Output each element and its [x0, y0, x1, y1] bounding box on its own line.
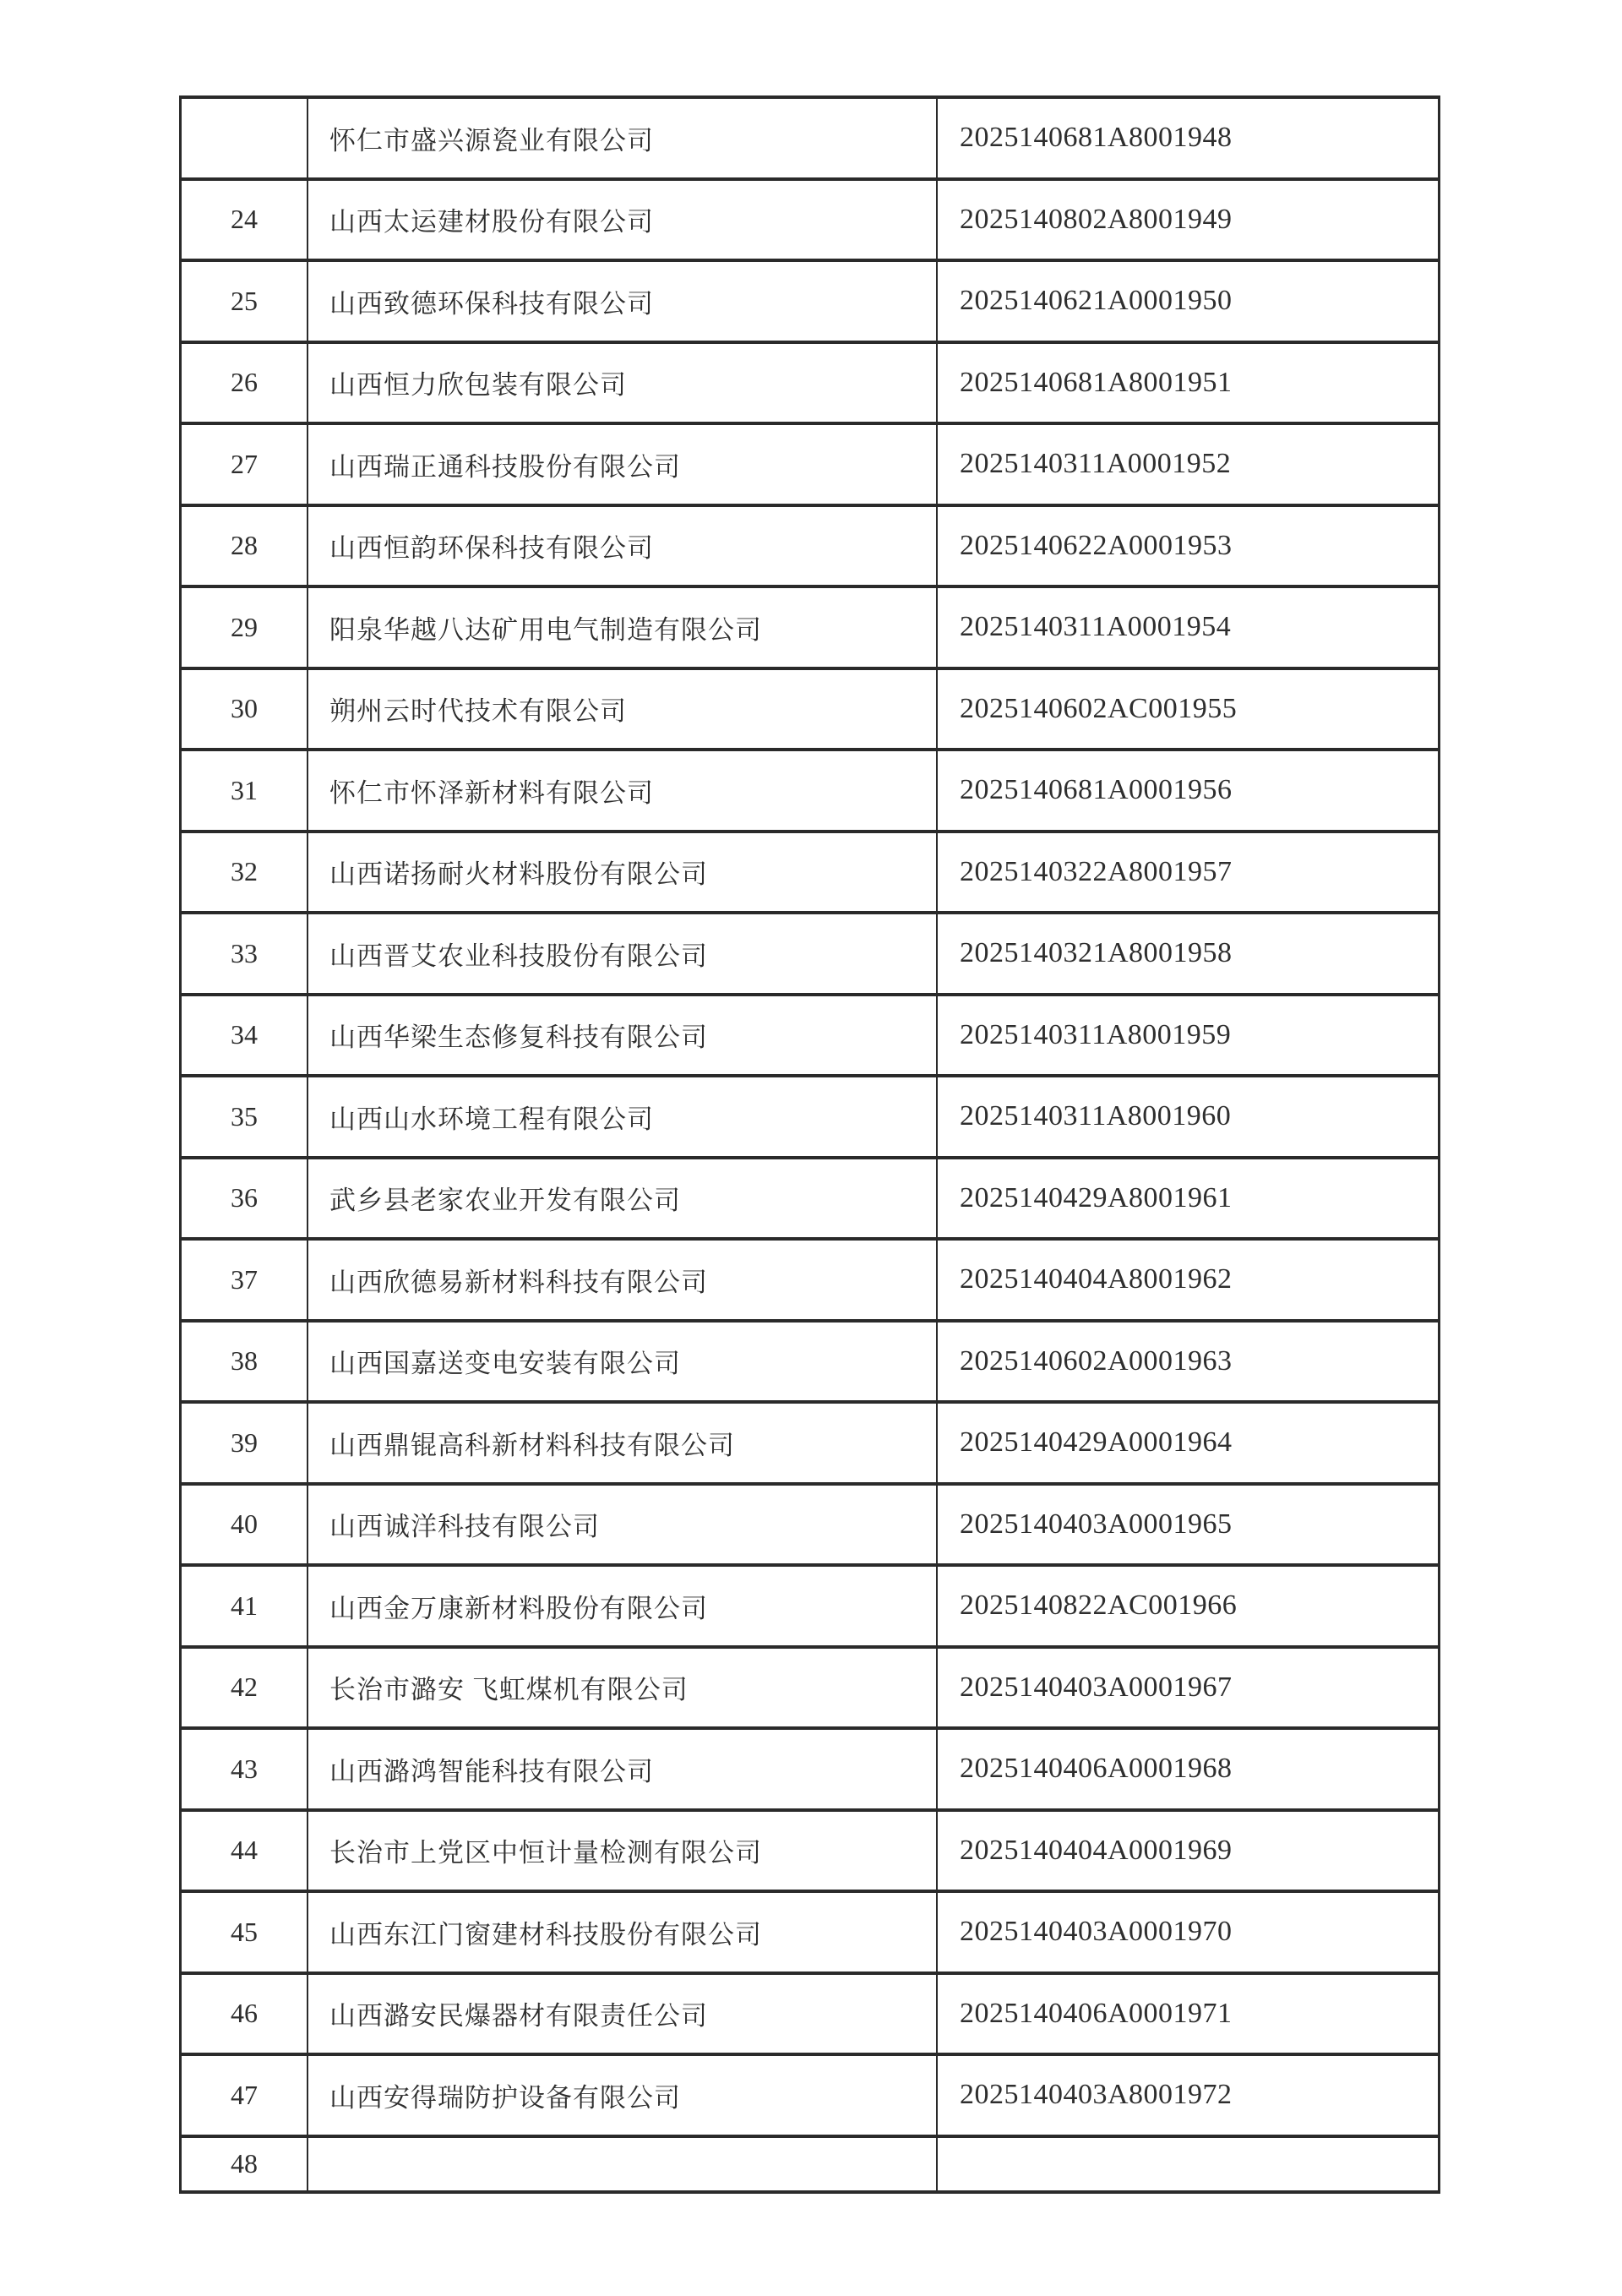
- company-name-cell: 山西诚洋科技有限公司: [308, 1486, 938, 1564]
- certificate-code-cell: 2025140406A0001968: [960, 1753, 1233, 1785]
- row-number-cell: 28: [182, 507, 308, 586]
- table-row: [182, 1812, 1438, 1894]
- table-row: [182, 1404, 1438, 1486]
- table-row: [182, 1567, 1438, 1649]
- table-row: [182, 262, 1438, 344]
- company-name-cell: 怀仁市怀泽新材料有限公司: [308, 751, 938, 830]
- table-row: [182, 1486, 1438, 1568]
- certificate-code-cell: 2025140802A8001949: [960, 203, 1233, 235]
- company-name-cell: 山西欣德易新材料科技有限公司: [308, 1241, 938, 1319]
- company-name-cell: 山西致德环保科技有限公司: [308, 262, 938, 341]
- row-number-cell: 41: [182, 1567, 308, 1645]
- row-number-cell: 43: [182, 1730, 308, 1808]
- certificate-code-cell: 2025140404A8001962: [960, 1263, 1233, 1295]
- company-name-cell: 朔州云时代技术有限公司: [308, 670, 938, 749]
- row-number-cell: 42: [182, 1649, 308, 1727]
- certificate-code-cell: 2025140403A0001967: [960, 1671, 1233, 1703]
- row-number-cell: 37: [182, 1241, 308, 1319]
- company-name-cell: 山西恒力欣包装有限公司: [308, 344, 938, 423]
- certificate-code-cell: 2025140403A0001970: [960, 1916, 1233, 1948]
- table-row: [182, 181, 1438, 263]
- certificate-code-cell: 2025140406A0001971: [960, 1997, 1233, 2029]
- company-name-cell: 山西安得瑞防护设备有限公司: [308, 2056, 938, 2135]
- table-row: [182, 1730, 1438, 1812]
- row-number-cell: [182, 99, 308, 177]
- company-name-cell: 怀仁市盛兴源瓷业有限公司: [308, 99, 938, 177]
- row-number-cell: 39: [182, 1404, 308, 1482]
- table-row: [182, 344, 1438, 426]
- table-row: [182, 2056, 1438, 2138]
- row-number-cell: 44: [182, 1812, 308, 1890]
- table-row: [182, 751, 1438, 833]
- company-name-cell: 武乡县老家农业开发有限公司: [308, 1159, 938, 1238]
- table-row: [182, 1893, 1438, 1975]
- certificate-code-cell: 2025140403A0001965: [960, 1508, 1233, 1540]
- table-row: [182, 425, 1438, 507]
- certificate-code-cell: 2025140621A0001950: [960, 285, 1233, 317]
- table-row: [182, 996, 1438, 1078]
- row-number-cell: 29: [182, 588, 308, 667]
- table-row: [182, 507, 1438, 589]
- table-row: [182, 1077, 1438, 1159]
- row-number-cell: 40: [182, 1486, 308, 1564]
- table-row: [182, 99, 1438, 181]
- row-number-cell: 38: [182, 1323, 308, 1401]
- certificate-code-cell: 2025140311A0001952: [960, 448, 1232, 480]
- company-name-cell: 山西山水环境工程有限公司: [308, 1077, 938, 1156]
- certificate-code-cell: 2025140322A8001957: [960, 855, 1233, 887]
- company-name-cell: 山西金万康新材料股份有限公司: [308, 1567, 938, 1645]
- certificate-code-cell: 2025140403A8001972: [960, 2079, 1233, 2111]
- certificate-code-cell: 2025140321A8001958: [960, 937, 1233, 969]
- row-number-cell: 35: [182, 1077, 308, 1156]
- row-number-cell: 48: [182, 2138, 308, 2190]
- row-number-cell: 46: [182, 1975, 308, 2053]
- certificate-code-cell: 2025140822AC001966: [960, 1590, 1238, 1622]
- row-number-cell: 32: [182, 833, 308, 912]
- company-name-cell: 山西晋艾农业科技股份有限公司: [308, 914, 938, 993]
- row-number-cell: 26: [182, 344, 308, 423]
- company-list-table: [179, 95, 1440, 2194]
- certificate-code-cell: 2025140602A0001963: [960, 1344, 1233, 1377]
- table-row: [182, 1649, 1438, 1731]
- company-name-cell: 山西诺扬耐火材料股份有限公司: [308, 833, 938, 912]
- table-row: [182, 2138, 1438, 2190]
- row-number-cell: 47: [182, 2056, 308, 2135]
- table-row: [182, 914, 1438, 996]
- company-name-cell: [308, 2138, 938, 2190]
- row-number-cell: 34: [182, 996, 308, 1075]
- certificate-code-cell: 2025140311A0001954: [960, 611, 1232, 643]
- row-number-cell: 30: [182, 670, 308, 749]
- company-name-cell: 山西潞鸿智能科技有限公司: [308, 1730, 938, 1808]
- table-row: [182, 1323, 1438, 1404]
- row-number-cell: 27: [182, 425, 308, 504]
- company-name-cell: 山西华梁生态修复科技有限公司: [308, 996, 938, 1075]
- row-number-cell: 33: [182, 914, 308, 993]
- row-number-cell: 24: [182, 181, 308, 259]
- company-name-cell: 山西潞安民爆器材有限责任公司: [308, 1975, 938, 2053]
- row-number-cell: 36: [182, 1159, 308, 1238]
- company-name-cell: 长治市潞安 飞虹煤机有限公司: [308, 1649, 938, 1727]
- certificate-code-cell: 2025140681A8001948: [960, 122, 1233, 154]
- row-number-cell: 45: [182, 1893, 308, 1972]
- table-row: [182, 1241, 1438, 1323]
- company-name-cell: 阳泉华越八达矿用电气制造有限公司: [308, 588, 938, 667]
- row-number-cell: 31: [182, 751, 308, 830]
- certificate-code-cell: 2025140681A8001951: [960, 366, 1233, 398]
- company-name-cell: 山西太运建材股份有限公司: [308, 181, 938, 259]
- certificate-code-cell: 2025140311A8001960: [960, 1100, 1232, 1132]
- row-number-cell: 25: [182, 262, 308, 341]
- certificate-code-cell: 2025140429A0001964: [960, 1426, 1233, 1459]
- company-name-cell: 长治市上党区中恒计量检测有限公司: [308, 1812, 938, 1890]
- table-row: [182, 1975, 1438, 2057]
- certificate-code-cell: 2025140311A8001959: [960, 1018, 1232, 1050]
- table-row: [182, 588, 1438, 670]
- certificate-code-cell: 2025140602AC001955: [960, 692, 1238, 724]
- company-name-cell: 山西鼎锟高科新材料科技有限公司: [308, 1404, 938, 1482]
- table-row: [182, 670, 1438, 752]
- table-row: [182, 1159, 1438, 1241]
- company-name-cell: 山西恒韵环保科技有限公司: [308, 507, 938, 586]
- certificate-code-cell: 2025140622A0001953: [960, 529, 1233, 561]
- certificate-code-cell: [938, 2138, 1438, 2190]
- certificate-code-cell: 2025140681A0001956: [960, 774, 1233, 806]
- company-name-cell: 山西国嘉送变电安装有限公司: [308, 1323, 938, 1401]
- table-row: [182, 833, 1438, 915]
- company-name-cell: 山西东江门窗建材科技股份有限公司: [308, 1893, 938, 1972]
- company-name-cell: 山西瑞正通科技股份有限公司: [308, 425, 938, 504]
- certificate-code-cell: 2025140404A0001969: [960, 1834, 1233, 1866]
- certificate-code-cell: 2025140429A8001961: [960, 1181, 1233, 1213]
